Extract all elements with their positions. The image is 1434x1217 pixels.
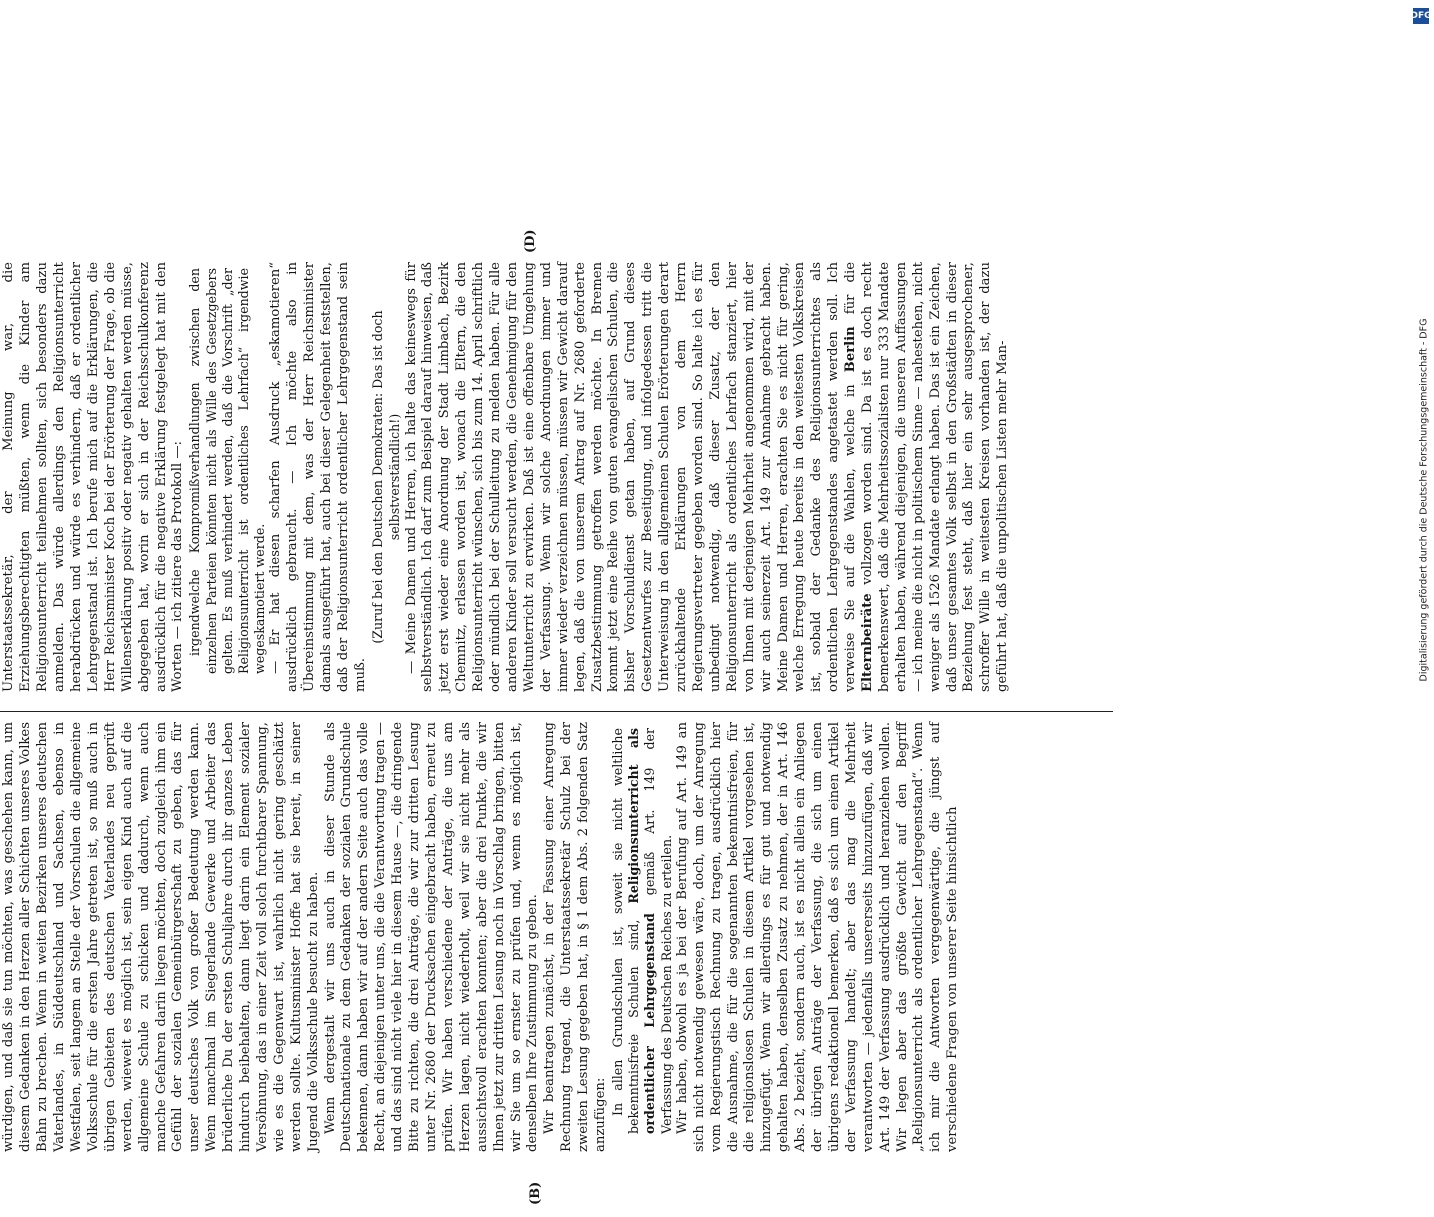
paragraph: Unterstaatssekretär, der Meinung war, die Erziehungsberechtigten müßten, wenn die Kinder am Religionsunterricht teilnehmen sollten, sich besonders dazu anmelden. Das würde allerdings den Religionsunterricht herabdrücken und würde es verhindern, daß er ordentlicher Lehrgegenstand ist. Ich berufe mich auf die Erklärungen, die Herr Reichsminister Koch bei der Erörterung der Frage, ob die Willenserklärung positiv oder negativ gehalten werden müsse, abgegeben hat, worin er sich in der Reichsschulkonferenz ausdrücklich für die negative Erklärung festgelegt hat mit den Worten — ich zitiere das Protokoll —: <box>1 262 186 692</box>
paragraph: Wir haben, obwohl es ja bei der Berufung auf Art. 149 an sich nicht notwendig gewesen wäre, doch, um der Anregung vom Regierungstisch Rechnung zu tragen, ausdrücklich hier die Ausnahme, die für die sogenannten bekenntnisfreien, für die religionslosen Schulen in diesem Artikel vorgesehen ist, hinzugefügt. Wenn wir allerdings es für gut und notwendig gehalten haben, denselben Zusatz zu nehmen, der in Art. 146 Abs. 2 bezieht, sondern auch, ist es nicht allein ein Anliegen der übrigen Anträge der Verfassung, die sich um einen übrigens redaktionell bemerken, daß es sich um einen Artikel der Verfassung handelt; aber das mag die Mehrheit verantworten — jedenfalls unsererseits hinzuzufügen, daß wir Art. 149 der Verfassung ausdrücklich und heranziehen wollen. Wir legen aber das größte Gewicht auf den Begriff „Religionsunterricht als ordentlicher Lehrgegenstand“. Wenn ich mir die Antworten vergegenwärtige, die jüngst auf verschiedene Fragen von unserer Seite hinsichtlich <box>674 722 961 1152</box>
paragraph: — Er hat diesen scharfen Ausdruck „eskamotieren“ ausdrücklich gebraucht. — Ich möchte also in Übereinstimmung mit dem, was der Herr Reichsminister damals ausgeführt hat, auch bei dieser Gelegenheit feststellen, daß der Religionsunterricht ordentlicher Lehrgegenstand sein muß. <box>268 262 368 692</box>
page <box>0 217 1217 1217</box>
right-column <box>0 262 1012 692</box>
paragraph: würdigen, und daß sie tun möchten, was geschehen kann, um diesem Gedanken in den Herzen aller Schichten unseres Volkes Bahn zu brechen. Wenn in weiten Bezirken unseres deutschen Vaterlandes, in Süddeutschland und Sachsen, ebenso in Westfalen, seit langem an Stelle der Vorschulen die allgemeine Volksschule für die ersten Jahre getreten ist, so muß auch in übrigen Gebieten des deutschen Vaterlandes neu geprüft werden, wieweit es möglich ist, sein eigen Kind auch auf die allgemeine Schule zu schicken und dadurch, wenn auch manche Gefahren darin liegen möchten, doch zugleich ihm ein Gefühl der sozialen Gemeinbürgerschaft zu geben, das für unser deutsches Volk von großer Bedeutung werden kann. Wenn manchmal im Siegerlande Gewerke und Arbeiter das brüderliche Du der ersten Schuljahre durch ihr ganzes Leben hindurch beibehalten, dann liegt darin ein Element sozialer Versöhnung, das in einer Zeit voll solch furchtbarer Spannung, wie es die Gegenwart ist, wahrlich nicht gering geschätzt werden sollte. Kultusminister Hoffe hat sie bereit, in seiner Jugend die Volksschule besucht zu haben. <box>1 722 321 1152</box>
digitization-credit: Digitalisierung gefördert durch die Deutsche Forschungsgemeinschaft - DFG <box>1418 318 1430 682</box>
dfg-logo: DFG <box>1413 8 1429 24</box>
left-column <box>0 722 962 1152</box>
column-divider <box>0 711 1113 712</box>
quoted-motion: In allen Grundschulen ist, soweit sie nicht weltliche bekenntnisfreie Schulen sind, Religionsunterricht als ordentlicher Lehrgegenstand gemäß Art. 149 der Verfassung des Deutschen Reiches zu erteilen. <box>609 728 674 1134</box>
margin-marker-b: (B) <box>528 1181 543 1205</box>
paragraph: Wir beantragen zunächst, in der Fassung einer Anregung Rechnung tragend, die Unterstaatssekretär Schulz bei der zweiten Lesung gegeben hat, in § 1 dem Abs. 2 folgenden Satz anzufügen: <box>542 722 609 1152</box>
document-sheet <box>0 217 1011 1217</box>
paragraph: — Meine Damen und Herren, ich halte das keineswegs für selbstverständlich. Ich darf zum Beispiel darauf hinweisen, daß jetzt erst wieder eine Anordnung der Stadt Limbach, Bezirk Chemnitz, erlassen worden ist, wonach die Eltern, die den Religionsunterricht wünschen, sich bis zum 14. April schriftlich oder mündlich bei der Schulleitung zu melden haben. Für alle anderen Kinder soll versucht werden, die Genehmigung für den Weltunterricht zu erwirken. Daß ist eine offenbare Umgehung der Verfassung. Wenn wir solche Anordnungen immer und immer wieder verzeichnen müssen, müssen wir Gewicht darauf legen, daß die von unserem Antrag auf Nr. 2680 geforderte Zusatzbestimmung getroffen werden möchte. In Bremen kommt jetzt eine Reihe von guten evangelischen Schulen, die bisher Vorschuldienst getan haben, auf Grund dieses Gesetzentwurfes zur Beseitigung, und infolgedessen tritt die Unterweisung in den allgemeinen Schulen Erörterungen derart zurückhaltende Erklärungen von dem Herrn Regierungsvertreter gegeben worden sind. So halte ich es für unbedingt notwendig, daß dieser Zusatz, der den Religionsunterricht als ordentliches Lehrfach stanziert, hier von Ihnen mit derjenigen Mehrheit angenommen wird, mit der wir auch seinerzeit Art. 149 zur Annahme gebracht haben. Meine Damen und Herren, erachten Sie es nicht für gering, welche Erregung heute bereits in den weitesten Volkskreisen ist, sobald der Gedanke des Religionsunterrichtes als ordentlichen Lehrgegenstandes angetastet werden soll. Ich verweise Sie auf die Wahlen, welche in Berlin für die Elternbeiräte vollzogen worden sind. Da ist es doch recht bemerkenswert, daß die Mehrheitssozialisten nur 333 Mandate erhalten haben, während diejenigen, die unseren Auffassungen — ich meine die nicht in politischem Sinne — nahestehen, nicht weniger als 1526 Mandate erlangt haben. Das ist ein Zeichen, daß unser gesamtes Volk selbst in den Großstädten in dieser Beziehung fest steht, daß hier ein sehr ausgesprochener, schroffer Wille in weitesten Kreisen vorhanden ist, der dazu geführt hat, daß die unpolitischen Listen mehr Man- <box>403 262 1011 692</box>
margin-marker-d: (D) <box>523 229 538 253</box>
quoted-protocol: irgendwelche Kompromißverhandlungen zwischen den einzelnen Parteien könnten nicht als Wille des Gesetzgebers gelten. Es muß verhindert werden, daß die Vorschrift „der Religionsunterricht ist ordentliches Lehrfach“ irgendwie wegeskamotiert werde. <box>187 268 268 674</box>
interjection-note: (Zuruf bei den Deutschen Demokraten: Das ist doch selbstverständlich!) <box>369 310 402 644</box>
paragraph: Wenn dergestalt wir uns auch in dieser Stunde als Deutschnationale zu dem Gedanken der sozialen Grundschule bekennen, dann haben wir auf der andern Seite auch das volle Recht, an diejenigen unter uns, die die Verantwortung tragen — und das sind nicht viele hier in diesem Hause —, die dringende Bitte zu richten, die drei Anträge, die wir zur dritten Lesung unter Nr. 2680 der Drucksachen eingebracht haben, erneut zu prüfen. Wir haben verschiedene der Anträge, die uns am Herzen lagen, nicht wiederholt, weil wir sie nicht mehr als aussichtsvoll erachten konnten; aber die drei Punkte, die wir Ihnen jetzt zur dritten Lesung noch in Vorschlag bringen, bitten wir Sie um so ernster zu prüfen und, wenn es möglich ist, denselben Ihre Zustimmung zu geben. <box>322 722 541 1152</box>
